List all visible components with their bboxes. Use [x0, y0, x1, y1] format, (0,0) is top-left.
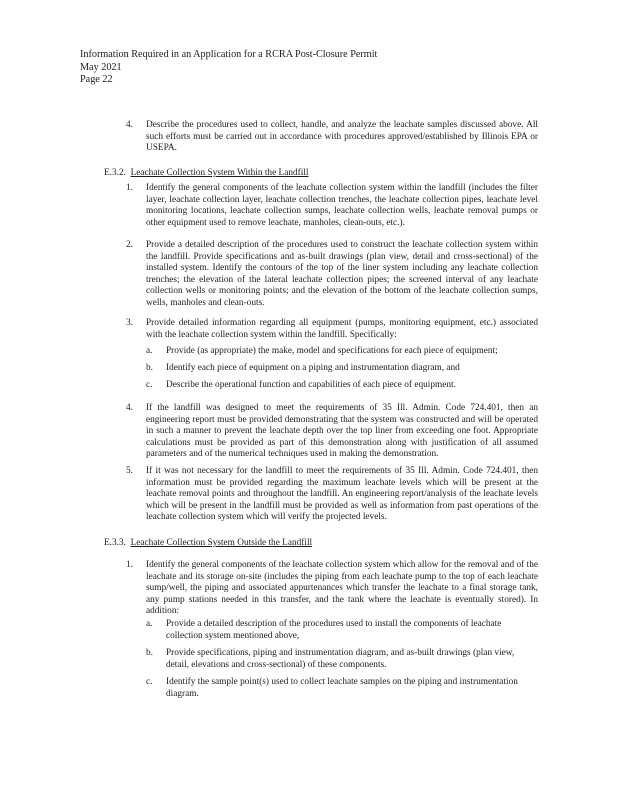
e32-item-2-text: Provide a detailed description of the procedures used to construct the leachate collection system within the landfill. Provide specifications and as-built drawings (plan view, detail and cross-sectional) of the installed system. Identify the contours of the top of the liner system including any leachate collection trenches; the elevation of the lateral leachate collection pipes; the screened interval of any leachate collection wells or monitoring points; and the elevation of the bottom of the leachate collection sumps, wells, manholes and clean-outs. — [146, 240, 538, 308]
top-item-number: 4. — [126, 120, 133, 130]
section-e33-heading — [104, 538, 312, 550]
e33-item-1c-letter: c. — [146, 677, 153, 687]
section-e32-title: Leachate Collection System Within the Landfill — [130, 168, 309, 178]
e32-item-5-text: If it was not necessary for the landfill to meet the requirements of 35 Ill. Admin. Code 724.401, then information must be provided regarding the maximum leachate levels which will be present at the leachate removal points and throughout the landfill. An engineering report/analysis of the leachate levels which will be present in the landfill must be provided as well as information from past operations of the leachate collection system which will verify the projected levels. — [146, 466, 538, 523]
e32-item-3c-letter: c. — [146, 380, 153, 390]
page-header — [80, 49, 377, 87]
e32-item-3-number: 3. — [126, 318, 133, 328]
e32-item-4-number: 4. — [126, 403, 133, 413]
section-e32-number: E.3.2. — [104, 168, 126, 178]
e32-item-3c-text: Describe the operational function and capabilities of each piece of equipment. — [166, 380, 456, 390]
e32-item-3a-letter: a. — [146, 346, 153, 356]
e32-item-1-text: Identify the general components of the leachate collection system within the landfill (includes the filter layer, leachate collection layer, leachate collection trenches, the leachate collection pipes, leachate level monitoring locations, leachate collection sumps, leachate collection wells, leachate removal pumps or other equipment used to remove leachate, manholes, clean-outs, etc.). — [146, 183, 538, 228]
e33-item-1a-letter: a. — [146, 619, 153, 629]
e32-item-3-text: Provide detailed information regarding all equipment (pumps, monitoring equipment, etc.) associated with the leachate collection system within the landfill. Specifically: — [146, 318, 538, 340]
header-page-number: Page 22 — [80, 74, 113, 85]
e33-item-1-number: 1. — [126, 560, 133, 570]
e33-item-1-text: Identify the general components of the leachate collection system which allow for the removal and of the leachate and its storage on-site (includes the piping from each leachate pump to the top of each leachate sump/well, the piping and associated appurtenances which transfer the leachate to a final storage tank, any pump stations needed in this transfer, and the tank where the leachate is eventually stored). In addition: — [146, 560, 538, 617]
e33-item-1b-letter: b. — [146, 648, 153, 658]
e32-item-3a-text: Provide (as appropriate) the make, model and specifications for each piece of equipment; — [166, 346, 498, 356]
e33-item-1b-text: Provide specifications, piping and instrumentation diagram, and as-built drawings (plan view, detail, elevations and cross-sectional) of these components. — [166, 648, 515, 670]
e33-item-1c-text: Identify the sample point(s) used to collect leachate samples on the piping and instrumentation diagram. — [166, 677, 518, 699]
section-e33-number: E.3.3. — [104, 538, 126, 548]
e32-item-5-number: 5. — [126, 466, 133, 476]
header-date: May 2021 — [80, 61, 122, 73]
e32-item-3b-letter: b. — [146, 363, 153, 373]
section-e32-heading — [104, 168, 308, 180]
e33-item-1a-text: Provide a detailed description of the procedures used to install the components of leachate collection system mentioned above, — [166, 619, 502, 641]
section-e33-title: Leachate Collection System Outside the Landfill — [130, 538, 313, 548]
top-item-text: Describe the procedures used to collect, handle, and analyze the leachate samples discussed above. All such efforts must be carried out in accordance with procedures approved/established by Illinois EPA or USEPA. — [146, 120, 538, 154]
e32-item-4-text: If the landfill was designed to meet the requirements of 35 Ill. Admin. Code 724.401, then an engineering report must be provided demonstrating that the system was constructed and will be operated in such a manner to prevent the leachate depth over the top liner from exceeding one foot. Appropriate calculations must be provided as part of this demonstration along with justification of all assumed parameters and of the numerical techniques used in making the demonstration. — [146, 403, 538, 460]
header-title: Information Required in an Application for a RCRA Post-Closure Permit — [80, 49, 378, 60]
e32-item-3b-text: Identify each piece of equipment on a piping and instrumentation diagram, and — [166, 363, 460, 373]
e32-item-1-number: 1. — [126, 183, 133, 193]
e32-item-2-number: 2. — [126, 240, 133, 250]
